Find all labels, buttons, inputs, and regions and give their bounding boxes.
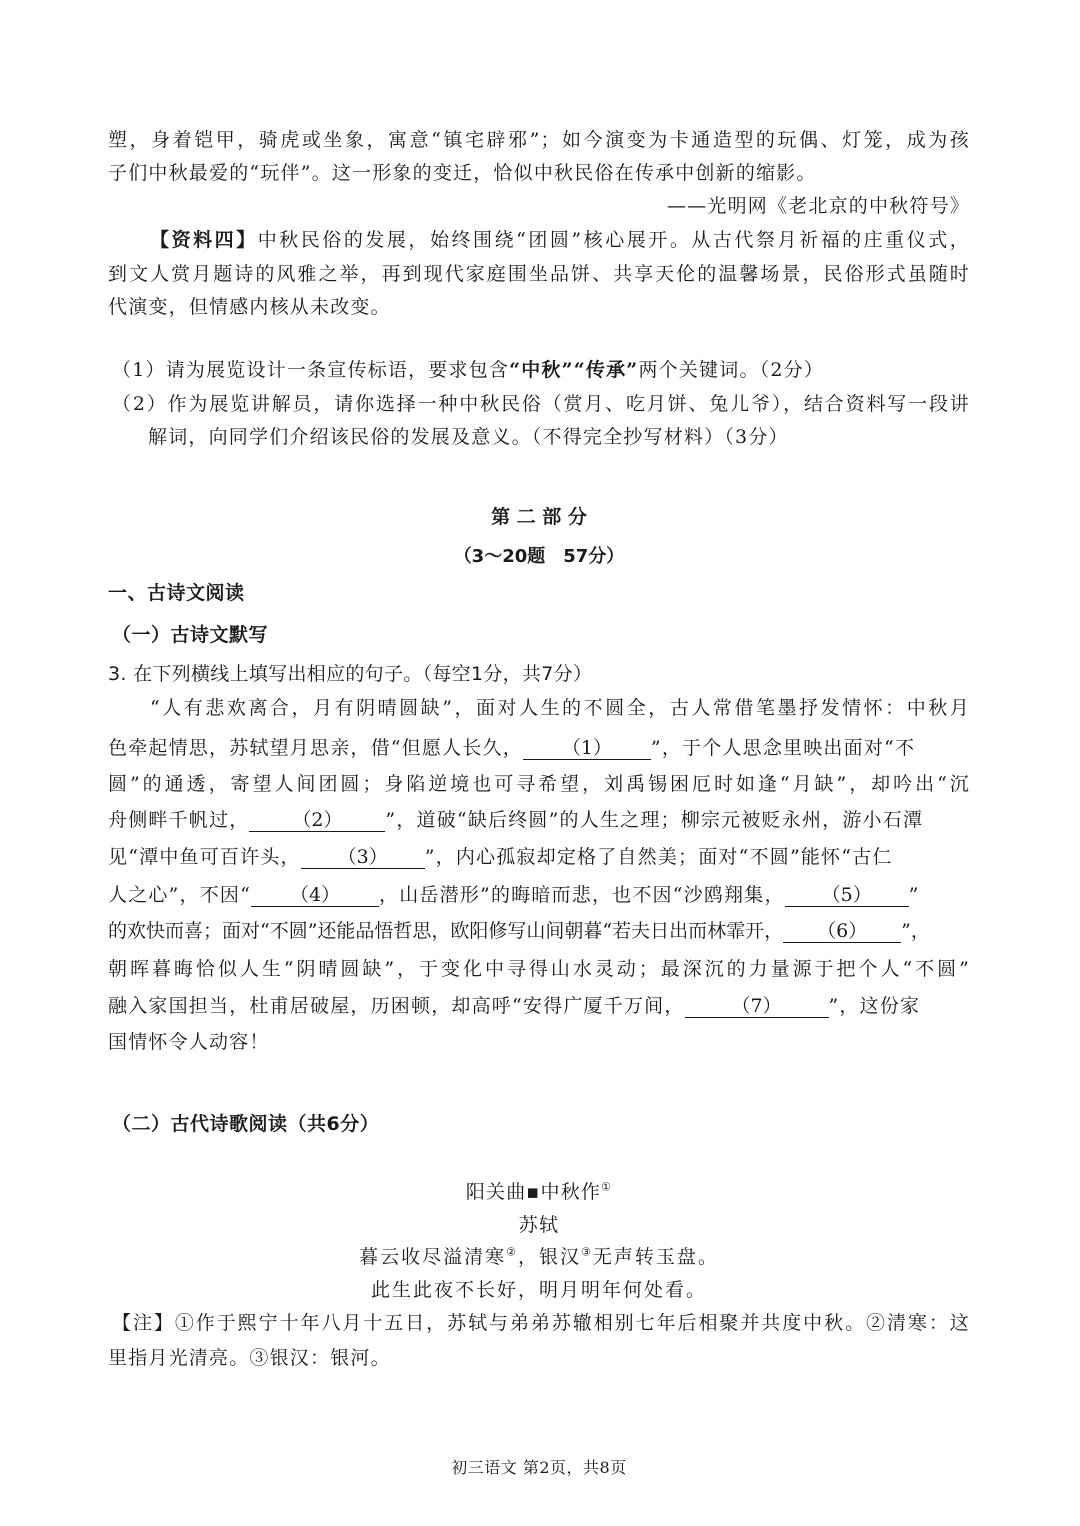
poem-title-note: ① <box>601 1180 613 1194</box>
section-1-title: 一、古诗文阅读 <box>108 582 245 604</box>
blank-3[interactable]: （3） <box>301 846 425 869</box>
blank-5[interactable]: （5） <box>785 884 909 907</box>
passage-line-2-b: ”，于个人思念里映出面对“不 <box>650 737 916 759</box>
poem-line-1-a: 暮云收尽溢清寒 <box>359 1246 507 1268</box>
poem-note-2-mark: ② <box>506 1245 518 1259</box>
passage-line-5 <box>108 843 970 871</box>
material-4-line-2: 到文人赏月题诗的风雅之举，再到现代家庭围坐品饼、共享天伦的温馨场景，民俗形式虽随时 <box>108 263 970 285</box>
passage-line-3: 圆”的通透，寄望人间团圆；身陷逆境也可寻希望，刘禹锡困厄时如逢“月缺”，却吟出“沉 <box>108 773 970 795</box>
passage-line-4-b: ”，道破“缺后终圆”的人生之理；柳宗元被贬永州，游小石潭 <box>385 809 924 831</box>
passage-line-6-a: 人之心”，不因“ <box>108 884 252 906</box>
question-3: 3. 在下列横线上填写出相应的句子。（每空1分，共7分） <box>108 663 593 685</box>
passage-line-9-a: 融入家国担当，杜甫居破屋，历困顿，却高呼“安得广厦千万间， <box>108 995 685 1017</box>
passage-line-10: 国情怀令人动容！ <box>108 1031 270 1053</box>
question-1 <box>112 356 972 384</box>
passage-line-7-a: 的欢快而喜；面对“不圆”还能品悟哲思，欧阳修写山间朝暮“若夫日出而林霏开， <box>108 920 784 942</box>
poem-author: 苏轼 <box>518 1214 560 1236</box>
passage-line-8: 朝晖暮晦恰似人生“阴晴圆缺”，于变化中寻得山水灵动；最深沉的力量源于把个人“不圆” <box>108 958 970 980</box>
notes-text-1: ①作于熙宁十年八月十五日，苏轼与弟弟苏辙相别七年后相聚并共度中秋。②清寒：这 <box>174 1312 970 1334</box>
passage-line-6-c: ” <box>908 884 920 906</box>
passage-line-2-a: 色牵起情思，苏轼望月思亲，借“但愿人长久， <box>108 737 523 759</box>
passage-line-4-a: 舟侧畔千帆过， <box>108 809 250 831</box>
question-1-text-a: （1）请为展览设计一条宣传标语，要求包含 <box>112 359 510 381</box>
poem-line-1 <box>108 1243 970 1271</box>
blank-4[interactable]: （4） <box>251 884 379 907</box>
blank-7[interactable]: （7） <box>685 995 829 1018</box>
material-4-line-1 <box>150 226 970 254</box>
question-2-line-2: 解词，向同学们介绍该民俗的发展及意义。（不得完全抄写材料）（3分） <box>148 426 789 448</box>
poem-note-3-mark: ③ <box>581 1245 593 1259</box>
passage-line-2 <box>108 734 970 762</box>
passage-line-6-b: ，山岳潜形”的晦暗而悲，也不因“沙鸥翔集， <box>379 884 785 906</box>
section-2-title: （二）古代诗歌阅读（共6分） <box>112 1113 380 1135</box>
passage-line-7 <box>108 917 970 945</box>
keyword-zhongqiu: “中秋” <box>509 359 574 381</box>
passage-line-9-b: ”，这份家 <box>828 995 921 1017</box>
material-4-label: 【资料四】 <box>150 229 258 251</box>
passage-line-9 <box>108 992 970 1020</box>
continuation-line-2: 子们中秋最爱的“玩伴”。这一形象的变迁，恰似中秋民俗在传承中创新的缩影。 <box>108 162 817 184</box>
poem-line-1-c: 无声转玉盘。 <box>592 1246 719 1268</box>
blank-6[interactable]: （6） <box>783 920 901 943</box>
source-citation: ——光明网《老北京的中秋符号》 <box>666 195 970 217</box>
part-2-title: 第 二 部 分 <box>491 506 587 528</box>
poem-line-1-b: ，银汉 <box>517 1246 581 1268</box>
section-1-sub-1: （一）古诗文默写 <box>112 624 269 646</box>
passage-line-5-a: 见“潭中鱼可百许头， <box>108 846 301 868</box>
material-4-text-1: 中秋民俗的发展，始终围绕“团圆”核心展开。从古代祭月祈福的庄重仪式， <box>257 229 970 251</box>
material-4-line-3: 代演变，但情感内核从未改变。 <box>108 296 391 318</box>
keyword-chuancheng: “传承” <box>573 359 639 381</box>
blank-2[interactable]: （2） <box>249 809 385 832</box>
passage-line-1: “人有悲欢离合，月有阴晴圆缺”，面对人生的不圆全，古人常借笔墨抒发情怀：中秋月 <box>150 697 970 719</box>
page-footer: 初三语文 第2页，共8页 <box>451 1458 627 1477</box>
passage-line-4 <box>108 806 970 834</box>
notes-line-2: 里指月光清亮。③银汉：银河。 <box>108 1347 391 1369</box>
blank-1[interactable]: （1） <box>523 737 651 760</box>
notes-line-1 <box>112 1309 970 1337</box>
question-2-line-1: （2）作为展览讲解员，请你选择一种中秋民俗（赏月、吃月饼、兔儿爷），结合资料写一段讲 <box>112 393 970 415</box>
passage-line-7-b: ”， <box>901 920 930 942</box>
passage-line-5-b: ”，内心孤寂却定格了自然美；面对“不圆”能怀“古仁 <box>424 846 893 868</box>
passage-line-6 <box>108 881 970 909</box>
continuation-line-1: 塑，身着铠甲，骑虎或坐象，寓意“镇宅辟邪”；如今演变为卡通造型的玩偶、灯笼，成为孩 <box>108 129 970 151</box>
question-1-text-b: 两个关键词。（2分） <box>638 359 825 381</box>
poem-title-text: 阳关曲▪中秋作 <box>465 1181 602 1203</box>
poem-title <box>108 1178 970 1206</box>
part-2-subtitle: （3～20题 57分） <box>453 546 625 567</box>
poem-line-2: 此生此夜不长好，明月明年何处看。 <box>370 1279 707 1301</box>
notes-label: 【注】 <box>112 1312 175 1334</box>
